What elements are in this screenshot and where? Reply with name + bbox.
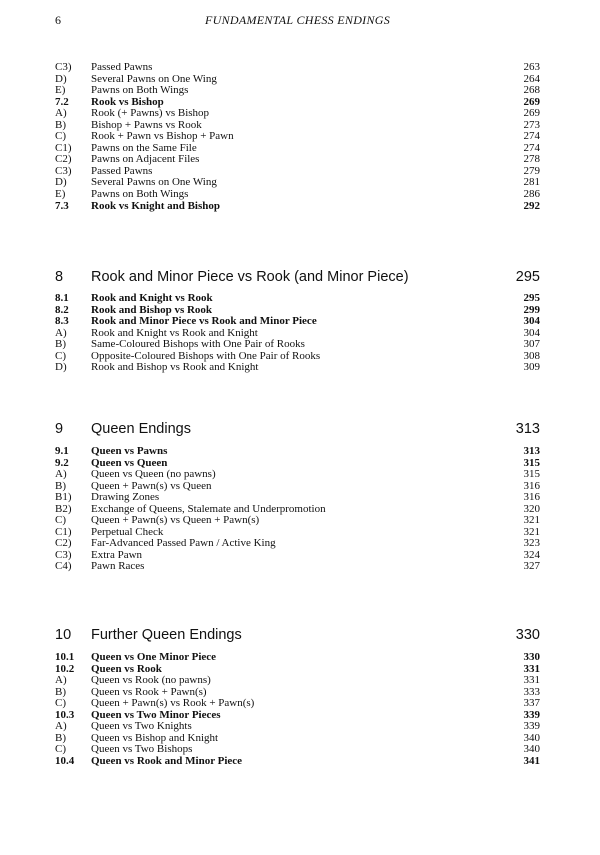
entry-label: B) xyxy=(55,685,66,698)
entry-label: A) xyxy=(55,674,67,687)
entry-label: B1) xyxy=(55,491,72,504)
entry-page: 278 xyxy=(523,153,540,166)
entry-page: 268 xyxy=(523,84,540,97)
chapter-page: 313 xyxy=(515,421,540,437)
entry-title: Rook and Bishop vs Rook and Knight xyxy=(91,361,259,374)
entry-title: Several Pawns on One Wing xyxy=(91,72,217,85)
entry-label: A) xyxy=(55,326,67,339)
entry-page: 333 xyxy=(523,685,540,698)
entry-page: 313 xyxy=(523,445,540,457)
entry-page: 341 xyxy=(523,754,540,767)
entry-label: A) xyxy=(55,720,67,733)
entry-title: Pawns on Both Wings xyxy=(91,188,189,201)
entry-label: A) xyxy=(55,468,67,481)
entry-page: 315 xyxy=(523,468,540,481)
toc-entry xyxy=(55,108,540,120)
entry-label: 10.1 xyxy=(55,651,75,663)
toc-entry xyxy=(55,362,540,374)
toc-entry xyxy=(55,756,540,768)
entry-title: Passed Pawns xyxy=(91,164,153,177)
entry-label: 10.4 xyxy=(55,754,75,767)
entry-page: 299 xyxy=(523,303,540,316)
chapter-page: 330 xyxy=(515,627,540,643)
entry-title: Rook and Knight vs Rook and Knight xyxy=(91,326,258,339)
entry-label: D) xyxy=(55,72,67,85)
entry-page: 264 xyxy=(523,72,540,85)
entry-title: Queen vs Queen (no pawns) xyxy=(91,468,216,481)
entry-label: B) xyxy=(55,338,66,351)
entry-page: 263 xyxy=(523,61,540,73)
entry-label: B) xyxy=(55,118,66,131)
entry-label: 8.2 xyxy=(55,303,69,316)
entry-label: 9.2 xyxy=(55,456,69,469)
chapter-page: 295 xyxy=(515,269,540,285)
entry-page: 321 xyxy=(523,514,540,527)
toc-entry xyxy=(55,698,540,710)
toc-entry xyxy=(55,469,540,481)
running-header xyxy=(55,13,540,29)
chapter-number: 10 xyxy=(55,627,72,643)
entry-label: C2) xyxy=(55,537,72,550)
entry-title: Queen + Pawn(s) vs Rook + Pawn(s) xyxy=(91,697,255,710)
entry-title: Pawns on Both Wings xyxy=(91,84,189,97)
entry-title: Queen vs One Minor Piece xyxy=(91,651,217,663)
entry-page: 340 xyxy=(523,743,540,756)
entry-label: C3) xyxy=(55,548,72,561)
entry-title: Passed Pawns xyxy=(91,61,153,73)
toc-entry xyxy=(55,492,540,504)
toc-section xyxy=(55,293,540,374)
entry-title: Pawns on the Same File xyxy=(91,141,197,154)
entry-title: Queen vs Two Minor Pieces xyxy=(91,708,221,721)
entry-title: Queen vs Rook xyxy=(91,662,162,675)
entry-title: Drawing Zones xyxy=(91,491,160,504)
entry-title: Queen + Pawn(s) vs Queen xyxy=(91,479,212,492)
toc-entry xyxy=(55,62,540,74)
toc-entry xyxy=(55,652,540,664)
entry-page: 340 xyxy=(523,731,540,744)
running-title: FUNDAMENTAL CHESS ENDINGS xyxy=(204,13,391,27)
entry-page: 339 xyxy=(523,720,540,733)
entry-page: 274 xyxy=(523,141,540,154)
entry-label: 9.1 xyxy=(55,445,69,457)
entry-title: Queen vs Rook + Pawn(s) xyxy=(91,685,207,698)
entry-title: Rook vs Bishop xyxy=(91,95,164,108)
page-number: 6 xyxy=(55,13,61,27)
entry-label: C) xyxy=(55,743,66,756)
entry-title: Queen vs Pawns xyxy=(91,445,168,457)
entry-page: 295 xyxy=(523,292,540,304)
entry-label: 8.1 xyxy=(55,292,69,304)
chapter-title: Queen Endings xyxy=(91,421,191,437)
entry-page: 324 xyxy=(523,548,540,561)
entry-label: C1) xyxy=(55,141,72,154)
entry-page: 308 xyxy=(523,349,540,362)
entry-title: Queen vs Two Knights xyxy=(91,720,192,733)
entry-page: 316 xyxy=(523,479,540,492)
entry-page: 331 xyxy=(523,662,540,675)
entry-label: C3) xyxy=(55,164,72,177)
entry-title: Far-Advanced Passed Pawn / Active King xyxy=(91,537,276,550)
toc-entry xyxy=(55,675,540,687)
entry-page: 330 xyxy=(523,651,540,663)
entry-label: B) xyxy=(55,479,66,492)
entry-title: Queen vs Two Bishops xyxy=(91,743,193,756)
entry-page: 269 xyxy=(523,107,540,120)
toc-entry xyxy=(55,201,540,213)
entry-label: 8.3 xyxy=(55,315,69,328)
entry-page: 323 xyxy=(523,537,540,550)
entry-page: 316 xyxy=(523,491,540,504)
entry-page: 304 xyxy=(523,315,540,328)
entry-label: B) xyxy=(55,731,66,744)
entry-title: Pawn Races xyxy=(91,560,145,573)
entry-title: Queen vs Queen xyxy=(91,456,168,469)
entry-page: 274 xyxy=(523,130,540,143)
entry-title: Queen vs Rook and Minor Piece xyxy=(91,754,243,767)
toc-entry xyxy=(55,561,540,573)
entry-page: 292 xyxy=(523,199,540,212)
entry-label: 7.3 xyxy=(55,199,69,212)
entry-page: 327 xyxy=(523,560,540,573)
entry-page: 286 xyxy=(523,188,540,201)
chapter-number: 9 xyxy=(55,421,64,437)
entry-label: C) xyxy=(55,514,66,527)
entry-page: 337 xyxy=(523,697,540,710)
entry-title: Several Pawns on One Wing xyxy=(91,176,217,189)
entry-page: 309 xyxy=(523,361,540,374)
entry-title: Same-Coloured Bishops with One Pair of Rooks xyxy=(91,338,305,351)
entry-label: C) xyxy=(55,130,66,143)
entry-title: Queen vs Bishop and Knight xyxy=(91,731,219,744)
entry-label: C2) xyxy=(55,153,72,166)
entry-title: Rook and Bishop vs Rook xyxy=(91,303,213,316)
entry-title: Perpetual Check xyxy=(91,525,164,538)
toc-section xyxy=(55,446,540,573)
entry-label: C) xyxy=(55,697,66,710)
entry-title: Queen vs Rook (no pawns) xyxy=(91,674,211,687)
chapter-heading xyxy=(55,266,540,288)
entry-label: C1) xyxy=(55,525,72,538)
toc-section xyxy=(55,62,540,212)
entry-label: B2) xyxy=(55,502,72,515)
entry-page: 320 xyxy=(523,502,540,515)
entry-title: Bishop + Pawns vs Rook xyxy=(91,118,202,131)
entry-title: Rook and Minor Piece vs Rook and Minor Piece xyxy=(91,315,317,328)
entry-label: A) xyxy=(55,107,67,120)
toc-entry xyxy=(55,189,540,201)
toc-entry xyxy=(55,293,540,305)
entry-page: 281 xyxy=(523,176,540,189)
entry-page: 339 xyxy=(523,708,540,721)
toc-section xyxy=(55,652,540,767)
entry-title: Rook vs Knight and Bishop xyxy=(91,199,220,212)
entry-page: 331 xyxy=(523,674,540,687)
entry-page: 269 xyxy=(523,95,540,108)
chapter-heading xyxy=(55,624,540,646)
toc-entry xyxy=(55,339,540,351)
entry-page: 321 xyxy=(523,525,540,538)
entry-title: Opposite-Coloured Bishops with One Pair of Rooks xyxy=(91,349,321,362)
chapter-number: 8 xyxy=(55,269,64,285)
entry-label: E) xyxy=(55,84,66,97)
entry-label: E) xyxy=(55,188,66,201)
toc-entry xyxy=(55,446,540,458)
entry-label: C) xyxy=(55,349,66,362)
entry-title: Pawns on Adjacent Files xyxy=(91,153,200,166)
entry-page: 279 xyxy=(523,164,540,177)
entry-title: Rook and Knight vs Rook xyxy=(91,292,213,304)
chapter-title: Further Queen Endings xyxy=(91,627,242,643)
entry-page: 273 xyxy=(523,118,540,131)
toc-entry xyxy=(55,316,540,328)
entry-label: D) xyxy=(55,176,67,189)
entry-title: Extra Pawn xyxy=(91,548,143,561)
entry-page: 315 xyxy=(523,456,540,469)
entry-title: Queen + Pawn(s) vs Queen + Pawn(s) xyxy=(91,514,260,527)
toc-entry xyxy=(55,85,540,97)
entry-page: 307 xyxy=(523,338,540,351)
chapter-heading xyxy=(55,418,540,440)
entry-label: 10.3 xyxy=(55,708,75,721)
entry-label: D) xyxy=(55,361,67,374)
entry-label: 10.2 xyxy=(55,662,75,675)
entry-title: Rook (+ Pawns) vs Bishop xyxy=(91,107,210,120)
chapter-title: Rook and Minor Piece vs Rook (and Minor Piece) xyxy=(91,269,409,285)
entry-label: C3) xyxy=(55,61,72,73)
entry-label: 7.2 xyxy=(55,95,69,108)
entry-title: Exchange of Queens, Stalemate and Underpromotion xyxy=(91,502,326,515)
entry-title: Rook + Pawn vs Bishop + Pawn xyxy=(91,130,234,143)
entry-page: 304 xyxy=(523,326,540,339)
entry-label: C4) xyxy=(55,560,72,573)
